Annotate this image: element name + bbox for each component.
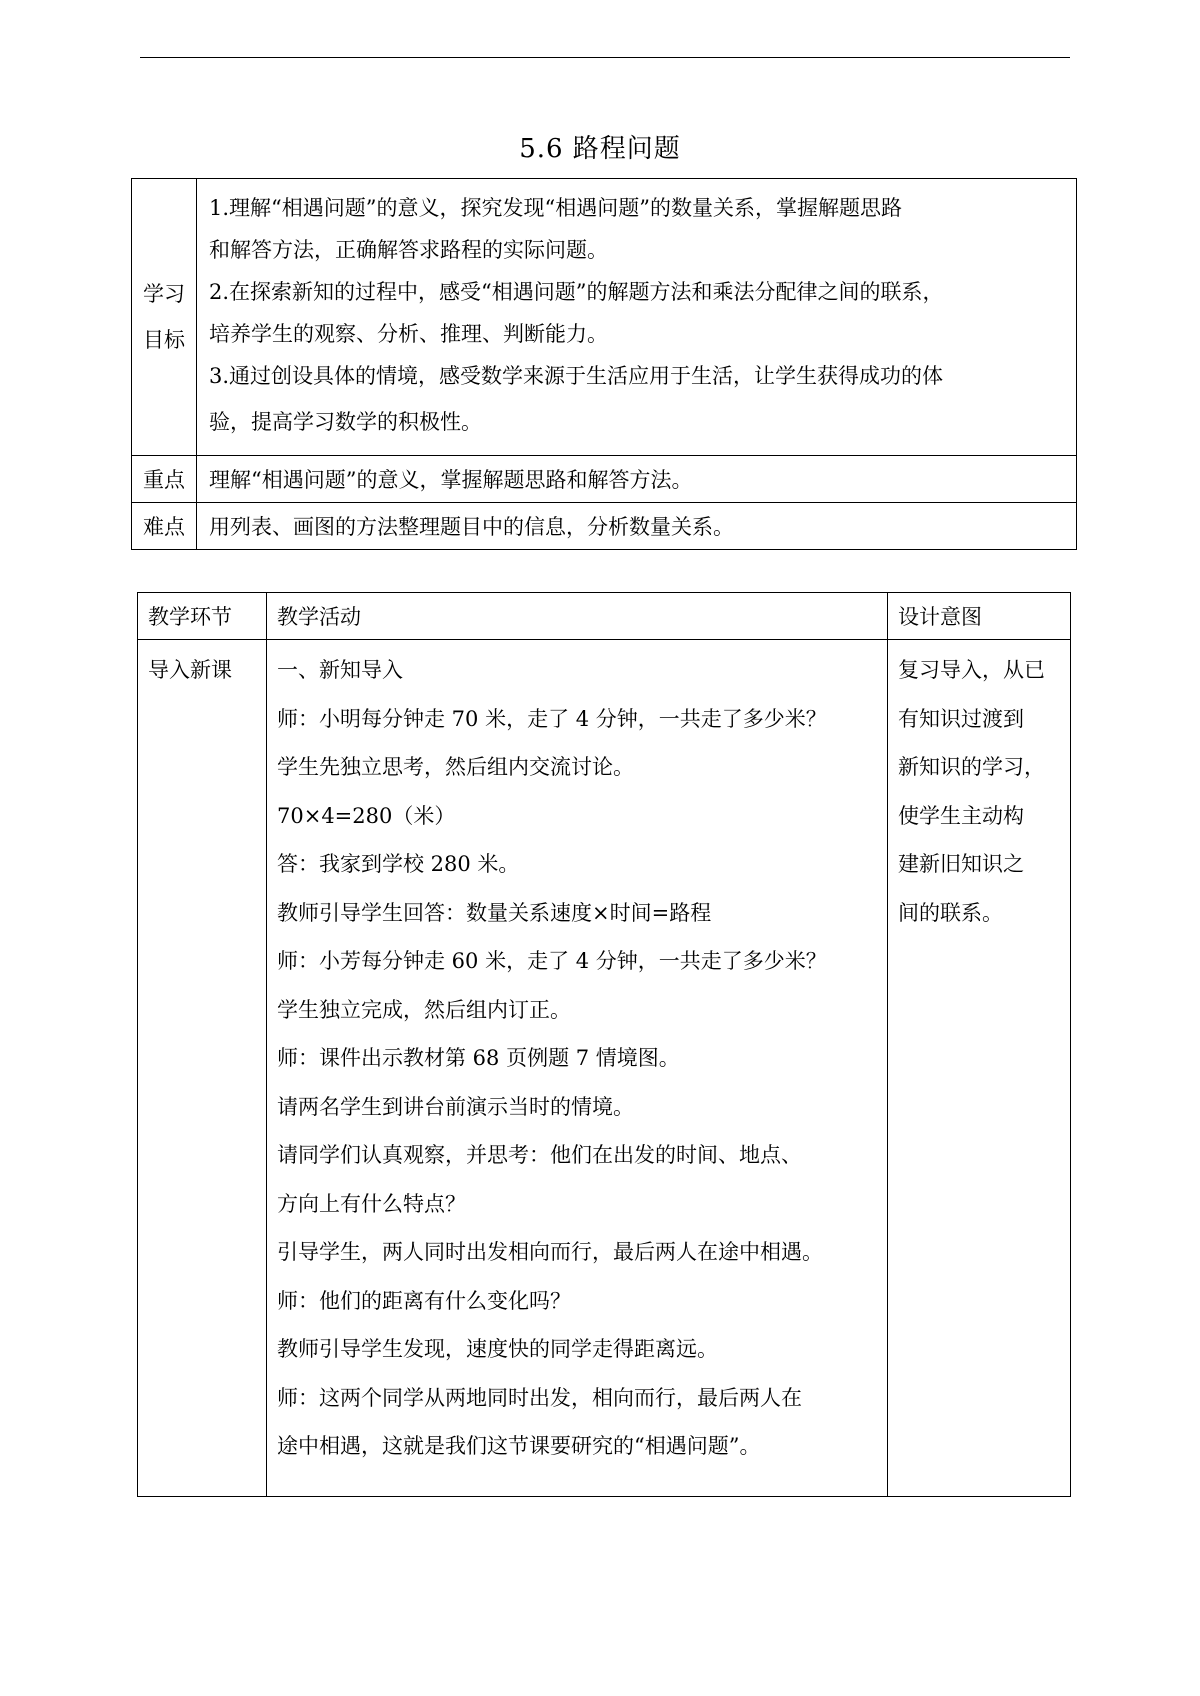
lesson-body-row	[138, 640, 1071, 1497]
activity-line: 学生独立完成，然后组内订正。	[277, 997, 571, 1022]
activity-line: 师：他们的距离有什么变化吗？	[277, 1288, 571, 1313]
stage-label: 导入新课	[148, 658, 232, 682]
activity-line: 答：我家到学校 280 米。	[277, 852, 520, 876]
activity-line: 70×4=280（米）	[277, 803, 456, 828]
header-stage: 教学环节	[138, 593, 267, 640]
stage-cell	[138, 640, 267, 1497]
activity-line: 引导学生，两人同时出发相向而行，最后两人在途中相遇。	[277, 1240, 823, 1264]
objectives-label-line: 学习	[143, 282, 185, 306]
header-rule	[140, 57, 1070, 58]
activities-cell	[267, 640, 888, 1497]
objective-line: 验，提高学习数学的积极性。	[209, 410, 482, 434]
intent-line: 有知识过渡到	[898, 706, 1024, 731]
objective-line: 培养学生的观察、分析、推理、判断能力。	[209, 322, 608, 346]
objective-line: 2.在探索新知的过程中，感受“相遇问题”的解题方法和乘法分配律之间的联系，	[209, 280, 944, 304]
activity-line: 学生先独立思考，然后组内交流讨论。	[277, 755, 634, 779]
activity-line: 师：小芳每分钟走 60 米，走了 4 分钟，一共走了多少米？	[277, 949, 827, 973]
page-title: 5.6 路程问题	[519, 134, 681, 164]
header-intent: 设计意图	[888, 593, 1071, 640]
objectives-table	[131, 178, 1077, 550]
activity-line: 师：课件出示教材第 68 页例题 7 情境图。	[277, 1046, 680, 1070]
objective-line: 3.通过创设具体的情境，感受数学来源于生活应用于生活，让学生获得成功的体	[209, 364, 944, 388]
activity-line: 师：小明每分钟走 70 米，走了 4 分钟，一共走了多少米？	[277, 706, 827, 731]
header-activities: 教学活动	[267, 593, 888, 640]
lesson-header-row	[138, 593, 1071, 640]
intent-line: 间的联系。	[898, 900, 1003, 925]
intent-line: 使学生主动构	[898, 803, 1024, 828]
intent-line: 建新旧知识之	[898, 852, 1024, 876]
objectives-label-line: 目标	[143, 328, 185, 352]
key-point-label: 重点	[132, 456, 197, 503]
objectives-label	[132, 179, 197, 456]
activity-line: 教师引导学生回答：数量关系速度×时间=路程	[277, 900, 712, 925]
difficulty-row	[132, 503, 1077, 550]
key-point-row	[132, 456, 1077, 503]
objective-line: 和解答方法，正确解答求路程的实际问题。	[209, 238, 608, 262]
intent-cell	[888, 640, 1071, 1497]
difficulty-label: 难点	[132, 503, 197, 550]
activity-line: 一、新知导入	[277, 658, 403, 682]
objective-line: 1.理解“相遇问题”的意义，探究发现“相遇问题”的数量关系，掌握解题思路	[209, 196, 902, 220]
lesson-table	[137, 592, 1071, 1497]
activity-line: 教师引导学生发现，速度快的同学走得距离远。	[277, 1337, 718, 1361]
activity-line: 途中相遇，这就是我们这节课要研究的“相遇问题”。	[277, 1434, 761, 1458]
difficulty-text: 用列表、画图的方法整理题目中的信息，分析数量关系。	[197, 503, 1077, 550]
key-point-text: 理解“相遇问题”的意义，掌握解题思路和解答方法。	[197, 456, 1077, 503]
intent-line: 新知识的学习，	[898, 755, 1045, 779]
activity-line: 师：这两个同学从两地同时出发，相向而行，最后两人在	[277, 1385, 802, 1410]
objectives-content	[197, 179, 1077, 456]
objectives-row	[132, 179, 1077, 456]
activity-line: 方向上有什么特点？	[277, 1191, 466, 1216]
activity-line: 请两名学生到讲台前演示当时的情境。	[277, 1094, 634, 1119]
intent-line: 复习导入，从已	[898, 658, 1045, 682]
activity-line: 请同学们认真观察，并思考：他们在出发的时间、地点、	[277, 1143, 802, 1167]
